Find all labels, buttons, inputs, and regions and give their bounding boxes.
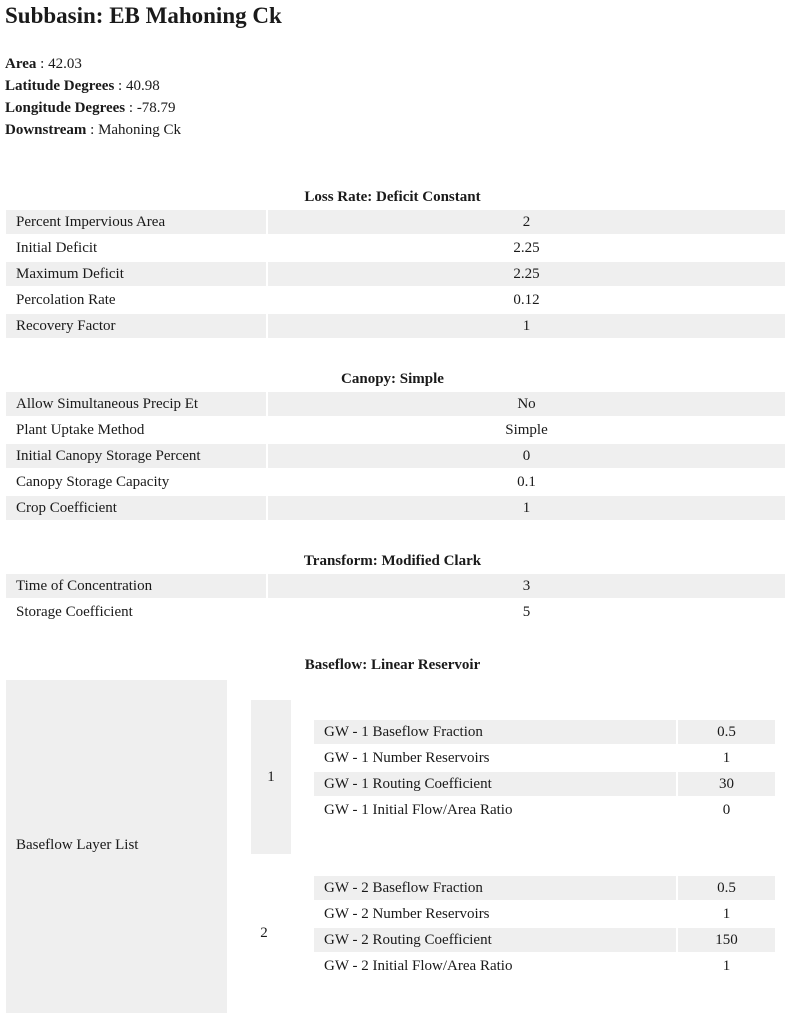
property-value: 0.5 xyxy=(678,876,775,900)
meta-label: Longitude Degrees xyxy=(5,100,126,116)
table-row xyxy=(314,954,775,978)
property-value: 30 xyxy=(678,772,775,796)
meta-value: 42.03 xyxy=(48,56,82,72)
table-row xyxy=(6,236,785,260)
table-row xyxy=(6,496,785,520)
baseflow-layer-list-cell xyxy=(6,680,227,1013)
subbasin-metadata xyxy=(5,53,181,141)
table-row xyxy=(314,902,775,926)
transform-section-title: Transform: Modified Clark xyxy=(303,553,482,569)
property-name: GW - 1 Initial Flow/Area Ratio xyxy=(314,798,678,822)
property-value: 0 xyxy=(268,444,785,468)
table-row xyxy=(314,798,775,822)
property-name: Canopy Storage Capacity xyxy=(6,470,268,494)
table-row xyxy=(314,746,775,770)
meta-label: Area xyxy=(5,56,37,72)
baseflow-section-title: Baseflow: Linear Reservoir xyxy=(304,657,481,673)
meta-latitude: Latitude Degrees : 40.98 xyxy=(5,78,160,94)
property-value: 2 xyxy=(268,210,785,234)
meta-label: Latitude Degrees xyxy=(5,78,115,94)
property-name: GW - 1 Baseflow Fraction xyxy=(314,720,678,744)
layer-number: 2 xyxy=(260,925,268,941)
canopy-section-title: Canopy: Simple xyxy=(341,371,444,387)
property-value: 2.25 xyxy=(513,240,540,256)
property-value: 1 xyxy=(268,496,785,520)
property-value: 0.1 xyxy=(517,474,536,490)
table-row xyxy=(6,418,785,442)
table-row xyxy=(6,210,785,234)
property-value: 0.12 xyxy=(513,292,540,308)
property-value: 3 xyxy=(268,574,785,598)
property-name: GW - 2 Initial Flow/Area Ratio xyxy=(314,954,678,978)
property-value: 5 xyxy=(522,604,531,620)
canopy-table xyxy=(6,390,785,522)
property-name: GW - 2 Number Reservoirs xyxy=(314,902,678,926)
property-name: Percent Impervious Area xyxy=(6,210,268,234)
property-name: GW - 2 Baseflow Fraction xyxy=(314,876,678,900)
table-row xyxy=(6,262,785,286)
meta-value: 40.98 xyxy=(125,78,160,94)
meta-value: -78.79 xyxy=(136,100,176,116)
property-name: Allow Simultaneous Precip Et xyxy=(6,392,268,416)
transform-table xyxy=(6,572,785,626)
table-row xyxy=(6,392,785,416)
property-value: 1 xyxy=(722,958,731,974)
property-name: Plant Uptake Method xyxy=(6,418,268,442)
gw-layer-1-table xyxy=(314,718,775,824)
table-row xyxy=(6,444,785,468)
baseflow-layer-list-label: Baseflow Layer List xyxy=(16,837,139,853)
table-row xyxy=(6,600,785,624)
table-row xyxy=(314,876,775,900)
property-name: Recovery Factor xyxy=(6,314,268,338)
property-value: 1 xyxy=(268,314,785,338)
layer-number: 1 xyxy=(267,769,275,785)
property-value: Simple xyxy=(505,422,548,438)
property-value: 150 xyxy=(678,928,775,952)
property-name: GW - 1 Routing Coefficient xyxy=(314,772,678,796)
property-name: Time of Concentration xyxy=(6,574,268,598)
table-row xyxy=(314,720,775,744)
property-value: 2.25 xyxy=(268,262,785,286)
property-value: 1 xyxy=(722,750,731,766)
property-name: Percolation Rate xyxy=(6,288,268,312)
table-row xyxy=(314,772,775,796)
table-row xyxy=(314,928,775,952)
table-row xyxy=(6,288,785,312)
property-name: Initial Canopy Storage Percent xyxy=(6,444,268,468)
gw-layer-2-table xyxy=(314,874,775,980)
page-title: Subbasin: EB Mahoning Ck xyxy=(5,3,282,28)
property-name: Initial Deficit xyxy=(6,236,268,260)
property-name: GW - 2 Routing Coefficient xyxy=(314,928,678,952)
meta-longitude: Longitude Degrees : -78.79 xyxy=(5,100,176,116)
meta-label: Downstream xyxy=(5,122,87,138)
loss-rate-section-title: Loss Rate: Deficit Constant xyxy=(304,189,481,205)
table-row xyxy=(6,574,785,598)
property-name: GW - 1 Number Reservoirs xyxy=(314,746,678,770)
property-value: No xyxy=(268,392,785,416)
meta-value: Mahoning Ck xyxy=(98,122,181,138)
property-name: Maximum Deficit xyxy=(6,262,268,286)
loss-rate-table xyxy=(6,208,785,340)
meta-area: Area : 42.03 xyxy=(5,56,82,72)
table-row xyxy=(6,470,785,494)
meta-downstream: Downstream : Mahoning Ck xyxy=(5,122,181,138)
property-name: Crop Coefficient xyxy=(6,496,268,520)
table-row xyxy=(6,314,785,338)
property-value: 1 xyxy=(722,906,731,922)
property-value: 0 xyxy=(722,802,731,818)
property-value: 0.5 xyxy=(678,720,775,744)
property-name: Storage Coefficient xyxy=(6,600,268,624)
